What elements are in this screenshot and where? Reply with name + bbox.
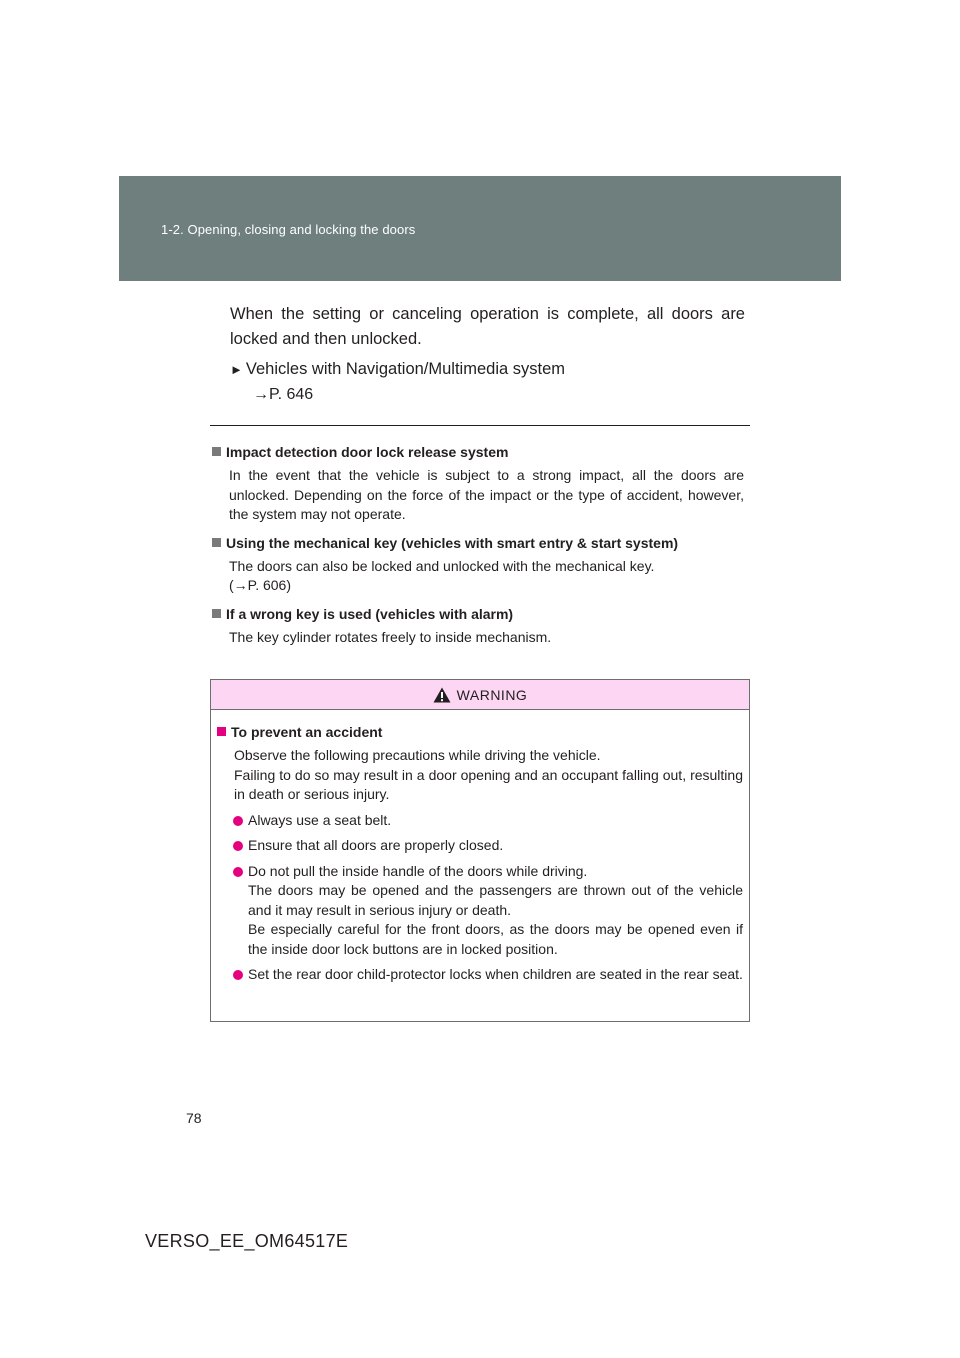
warning-box [210, 679, 750, 1022]
note-title-text: Using the mechanical key (vehicles with smart entry & start system) [226, 534, 679, 551]
warning-title-text: To prevent an accident [231, 724, 383, 740]
warning-intro-line: Failing to do so may result in a door opening and an occupant falling out, resulting in death or serious injury. [234, 766, 743, 802]
note-title [212, 604, 744, 624]
note-title [212, 442, 744, 462]
divider [210, 425, 750, 426]
note-item [212, 442, 744, 525]
circle-bullet-icon [233, 816, 243, 826]
warning-intro-line: Observe the following precautions while driving the vehicle. [234, 747, 601, 763]
note-text: In the event that the vehicle is subject to a strong impact, all the doors are unlocked. Depending on the force of the impact or the type of accident, however, the system may not operate. [229, 467, 744, 522]
warning-bullet-text: Be especially careful for the front doors, as the doors may be opened even if the inside door lock buttons are in locked position. [248, 921, 743, 957]
circle-bullet-icon [233, 970, 243, 980]
note-body [229, 466, 744, 525]
intro-text: When the setting or canceling operation is complete, all doors are locked and then unlocked. [230, 305, 745, 348]
square-bullet-icon [212, 609, 221, 618]
circle-bullet-icon [233, 867, 243, 877]
note-text: The doors can also be locked and unlocked with the mechanical key. [229, 557, 655, 574]
note-body [229, 628, 744, 648]
note-title-text: Impact detection door lock release system [226, 444, 509, 460]
warning-intro [234, 746, 743, 805]
square-bullet-icon [212, 447, 221, 456]
notes-section [212, 442, 744, 655]
warning-body [211, 710, 749, 985]
warning-bullet-text: The doors may be opened and the passengers are thrown out of the vehicle and it may result in serious injury or death. [248, 882, 743, 918]
warning-triangle-icon [433, 687, 451, 703]
warning-bullet-text: Do not pull the inside handle of the doors while driving. [248, 862, 588, 879]
page-reference[interactable] [253, 385, 313, 405]
square-bullet-icon [212, 538, 221, 547]
warning-bullet [234, 862, 743, 960]
warning-title [217, 722, 743, 742]
warning-header [211, 680, 749, 710]
note-text: The key cylinder rotates freely to inside mechanism. [229, 628, 552, 645]
square-bullet-icon [217, 727, 226, 736]
warning-bullet-text: Ensure that all doors are properly closed. [248, 837, 504, 853]
note-page-reference[interactable]: (→P. 606) [229, 577, 291, 593]
document-code: VERSO_EE_OM64517E [145, 1231, 349, 1251]
arrow-right-icon: → [253, 386, 269, 403]
warning-bullet-text: Set the rear door child-protector locks when children are seated in the rear seat. [248, 966, 743, 982]
warning-bullet-list [234, 811, 743, 985]
note-title [212, 533, 744, 553]
triangle-right-icon: ► [230, 362, 243, 377]
intro-paragraph [230, 302, 745, 352]
note-item [212, 604, 744, 648]
note-body [229, 557, 744, 596]
section-header [119, 176, 841, 281]
warning-label: WARNING [456, 686, 528, 703]
page-reference-text: P. 646 [269, 386, 314, 403]
circle-bullet-icon [233, 841, 243, 851]
sub-item [230, 358, 565, 381]
note-title-text: If a wrong key is used (vehicles with alarm) [226, 605, 514, 622]
page-number: 78 [186, 1110, 202, 1126]
warning-bullet [234, 811, 743, 831]
section-title: 1-2. Opening, closing and locking the doors [161, 222, 416, 237]
sub-item-label: Vehicles with Navigation/Multimedia system [245, 360, 566, 378]
warning-bullet [234, 965, 743, 985]
note-item [212, 533, 744, 596]
warning-bullet-text: Always use a seat belt. [248, 811, 392, 828]
warning-bullet [234, 836, 743, 856]
